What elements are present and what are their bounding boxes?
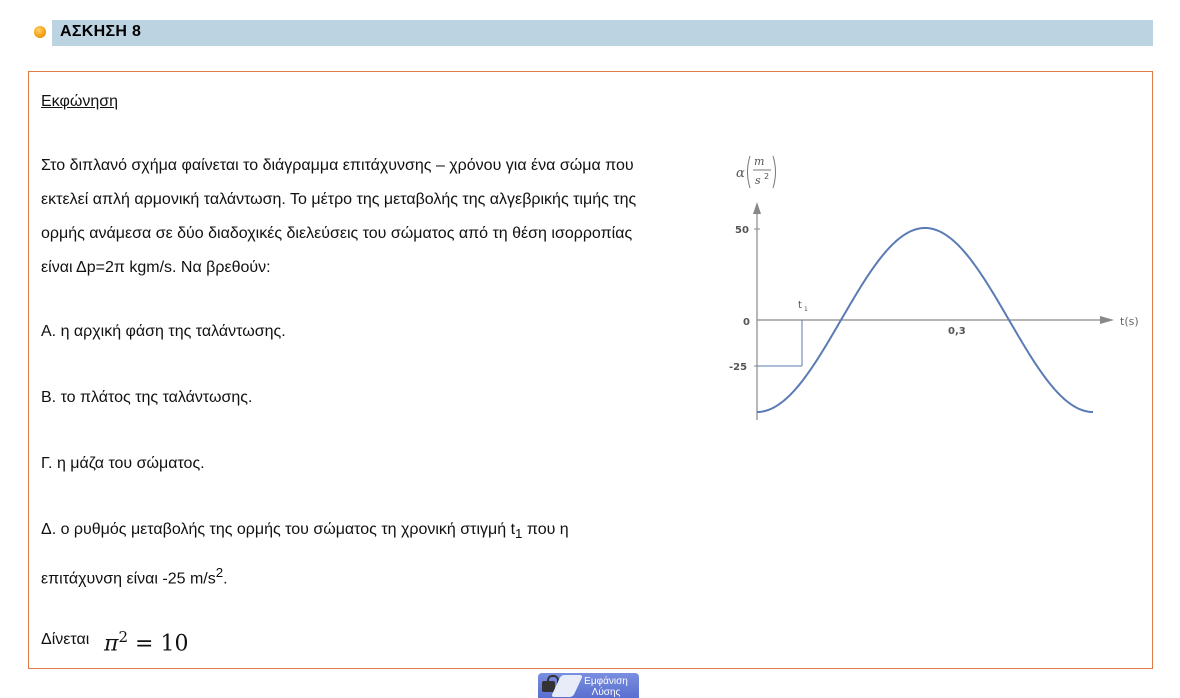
question-d-subscript: 1 [515,526,523,542]
show-solution-label-line-1: Εμφάνιση [584,676,628,687]
y-axis-arrow [753,202,761,214]
show-solution-label-line-2: Λύσης [591,687,621,698]
given-formula [104,628,188,656]
tick-label-0: 0 [743,317,750,328]
question-d-text: Δ. ο ρυθμός μεταβολής της ορμής του σώματος τη χρονική στιγμή t [41,521,516,538]
intro-line-1: Στο διπλανό σχήμα φαίνεται το διάγραμμα επιτάχυνσης – χρόνου για ένα σώμα που [41,157,634,174]
tick-label-50: 50 [735,225,749,236]
intro-line-2: εκτελεί απλή αρμονική ταλάντωση. Το μέτρο της μεταβολής της αλγεβρικής τιμής της [41,191,637,208]
x-axis-arrow [1100,316,1114,324]
question-d-text-end: που η [522,521,569,538]
question-d-line-2 [41,565,228,588]
y-unit-denominator: s [755,174,761,187]
formula-base: π [104,631,119,657]
given-label: Δίνεται [41,631,90,648]
bullet-icon [34,26,46,38]
acceleration-time-graph [726,148,1156,433]
question-d-line-1 [41,521,569,541]
t1-label: t [798,300,802,311]
formula-exponent: 2 [118,628,129,646]
show-solution-label [576,676,636,698]
y-unit-numerator: m [754,155,765,168]
intro-line-4: είναι Δp=2π kgm/s. Να βρεθούν: [41,259,271,276]
question-d-accel-text: επιτάχυνση είναι -25 m/s [41,570,216,588]
tick-label-0-3: 0,3 [948,326,966,337]
formula-rhs: = 10 [135,631,189,657]
y-unit-left-paren [748,156,751,188]
question-c: Γ. η μάζα του σώματος. [41,455,205,472]
question-d-period: . [223,570,228,588]
exercise-header-bar [52,20,1153,46]
y-unit-right-paren [773,156,776,188]
show-solution-button[interactable] [538,673,639,698]
t1-subscript: 1 [804,306,808,313]
x-axis-label: t(s) [1120,315,1139,328]
question-d-superscript: 2 [215,565,224,580]
intro-line-3: ορμής ανάμεσα σε δύο διαδοχικές διελεύσεις του σώματος από τη θέση ισορροπίας [41,225,633,242]
y-unit-denominator-exp: 2 [764,172,770,181]
statement-heading: Εκφώνηση [41,93,119,110]
tick-label-minus25: -25 [729,362,748,373]
question-b: Β. το πλάτος της ταλάντωσης. [41,389,253,406]
y-axis-label: α [736,166,745,181]
question-a: Α. η αρχική φάση της ταλάντωσης. [41,323,286,340]
exercise-title: ΑΣΚΗΣΗ 8 [60,23,142,40]
